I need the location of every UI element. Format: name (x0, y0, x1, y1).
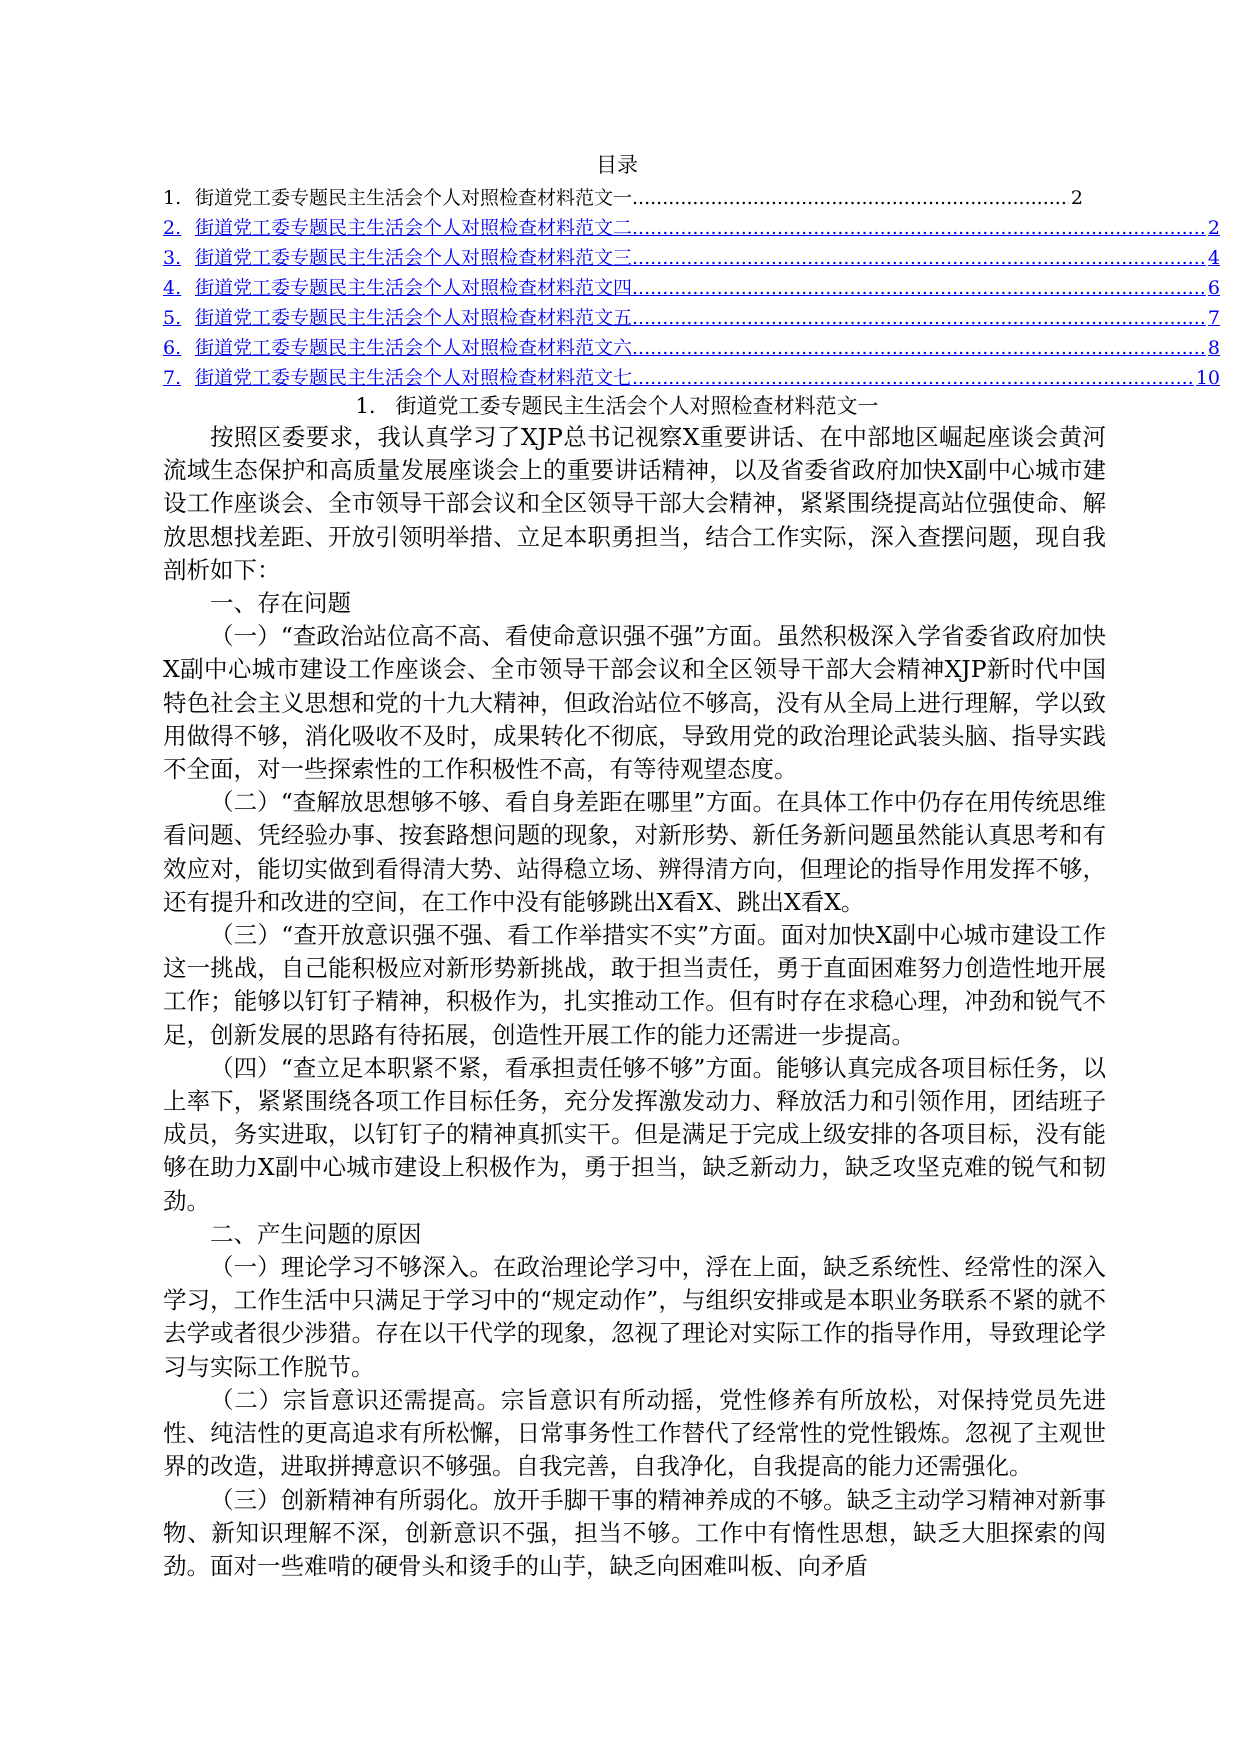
toc-page-number: 2 (1070, 187, 1083, 209)
toc-entry-text: 街道党工委专题民主生活会个人对照检查材料范文一 (195, 187, 633, 209)
toc-dot-leader (632, 243, 1206, 273)
toc-dot-leader (632, 273, 1206, 303)
toc-page-number: 8 (1207, 337, 1220, 359)
toc-page-number: 10 (1195, 367, 1220, 389)
section-heading-causes: 二、产生问题的原因 (210, 1219, 422, 1248)
toc-entry-7[interactable] (163, 363, 1220, 393)
toc-entry-2[interactable] (163, 213, 1220, 243)
toc-entry-text: 街道党工委专题民主生活会个人对照检查材料范文五 (195, 307, 633, 329)
toc-entry-3[interactable] (163, 243, 1220, 273)
toc-entry-4[interactable] (163, 273, 1220, 303)
toc-entry-text: 街道党工委专题民主生活会个人对照检查材料范文七 (195, 367, 633, 389)
toc-entry-6[interactable] (163, 333, 1220, 363)
paragraph-problem-4: （四）“查立足本职紧不紧，看承担责任够不够”方面。能够认真完成各项目标任务，以上率下，紧紧围绕各项工作目标任务，充分发挥激发动力、释放活力和引领作用，团结班子成员，务实进取，以钉钉子的精神真抓实干。但是满足于完成上级安排的各项目标，没有能够在助力X副中心城市建设上积极作为，勇于担当，缺乏新动力，缺乏攻坚克难的锐气和韧劲。 (163, 1053, 1106, 1215)
toc-entry-text: 街道党工委专题民主生活会个人对照检查材料范文三 (195, 247, 633, 269)
toc-entry-number: 4. (163, 277, 182, 299)
paragraph-cause-3: （三）创新精神有所弱化。放开手脚干事的精神养成的不够。缺乏主动学习精神对新事物、新知识理解不深，创新意识不强，担当不够。工作中有惰性思想，缺乏大胆探索的闯劲。面对一些难啃的硬骨头和烫手的山芋，缺乏向困难叫板、向矛盾 (163, 1485, 1106, 1580)
toc-page-number: 2 (1207, 217, 1220, 239)
document-heading (0, 391, 1234, 421)
toc-entry-5[interactable] (163, 303, 1220, 333)
toc-entry-number: 1. (163, 187, 182, 209)
toc-entry-text: 街道党工委专题民主生活会个人对照检查材料范文六 (195, 337, 633, 359)
paragraph-problem-2: （二）“查解放思想够不够、看自身差距在哪里”方面。在具体工作中仍存在用传统思维看问题、凭经验办事、按套路想问题的现象，对新形势、新任务新问题虽然能认真思考和有效应对，能切实做到看得清大势、站得稳立场、辨得清方向，但理论的指导作用发挥不够，还有提升和改进的空间，在工作中没有能够跳出X看X、跳出X看X。 (163, 788, 1106, 916)
toc-page-number: 7 (1207, 307, 1220, 329)
paragraph-problem-1: （一）“查政治站位高不高、看使命意识强不强”方面。虽然积极深入学省委省政府加快X副中心城市建设工作座谈会、全市领导干部会议和全区领导干部大会精神XJP新时代中国特色社会主义思想和党的十九大精神，但政治站位不够高，没有从全局上进行理解，学以致用做得不够，消化吸收不及时，成果转化不彻底，导致用党的政治理论武装头脑、指导实践不全面，对一些探索性的工作积极性不高，有等待观望态度。 (163, 622, 1106, 784)
toc-title: 目录 (596, 153, 638, 177)
intro-paragraph: 按照区委要求，我认真学习了XJP总书记视察X重要讲话、在中部地区崛起座谈会黄河流域生态保护和高质量发展座谈会上的重要讲话精神，以及省委省政府加快X副中心城市建设工作座谈会、全市领导干部会议和全区领导干部大会精神，紧紧围绕提高站位强使命、解放思想找差距、开放引领明举措、立足本职勇担当，结合工作实际，深入查摆问题，现自我剖析如下： (163, 423, 1106, 584)
toc-entry-number: 2. (163, 217, 182, 239)
paragraph-problem-3: （三）“查开放意识强不强、看工作举措实不实”方面。面对加快X副中心城市建设工作这一挑战，自己能积极应对新形势新挑战，敢于担当责任，勇于直面困难努力创造性地开展工作；能够以钉钉子精神，积极作为，扎实推动工作。但有时存在求稳心理，冲劲和锐气不足，创新发展的思路有待拓展，创造性开展工作的能力还需进一步提高。 (163, 921, 1106, 1049)
toc-entry-number: 3. (163, 247, 182, 269)
toc-dot-leader (632, 213, 1206, 243)
toc-dot-leader (632, 333, 1206, 363)
table-of-contents (163, 183, 1220, 393)
paragraph-cause-1: （一）理论学习不够深入。在政治理论学习中，浮在上面，缺乏系统性、经常性的深入学习，工作生活中只满足于学习中的“规定动作”，与组织安排或是本职业务联系不紧的就不去学或者很少涉猎。存在以干代学的现象，忽视了理论对实际工作的指导作用，导致理论学习与实际工作脱节。 (163, 1253, 1106, 1381)
heading-text: 街道党工委专题民主生活会个人对照检查材料范文一 (395, 394, 879, 418)
heading-number: 1. (355, 394, 376, 418)
toc-entry-1[interactable] (163, 183, 1083, 213)
toc-dot-leader (632, 303, 1206, 333)
toc-entry-number: 5. (163, 307, 182, 329)
document-body (163, 421, 1106, 1583)
toc-dot-leader (632, 363, 1194, 393)
toc-dot-leader (632, 183, 1069, 213)
toc-entry-text: 街道党工委专题民主生活会个人对照检查材料范文二 (195, 217, 633, 239)
toc-page-number: 6 (1207, 277, 1220, 299)
section-heading-problems: 一、存在问题 (210, 589, 351, 618)
toc-entry-number: 7. (163, 367, 182, 389)
toc-entry-text: 街道党工委专题民主生活会个人对照检查材料范文四 (195, 277, 633, 299)
toc-page-number: 4 (1207, 247, 1220, 269)
toc-entry-number: 6. (163, 337, 182, 359)
paragraph-cause-2: （二）宗旨意识还需提高。宗旨意识有所动摇，党性修养有所放松，对保持党员先进性、纯洁性的更高追求有所松懈，日常事务性工作替代了经常性的党性锻炼。忽视了主观世界的改造，进取拼搏意识不够强。自我完善，自我净化，自我提高的能力还需强化。 (163, 1385, 1106, 1481)
